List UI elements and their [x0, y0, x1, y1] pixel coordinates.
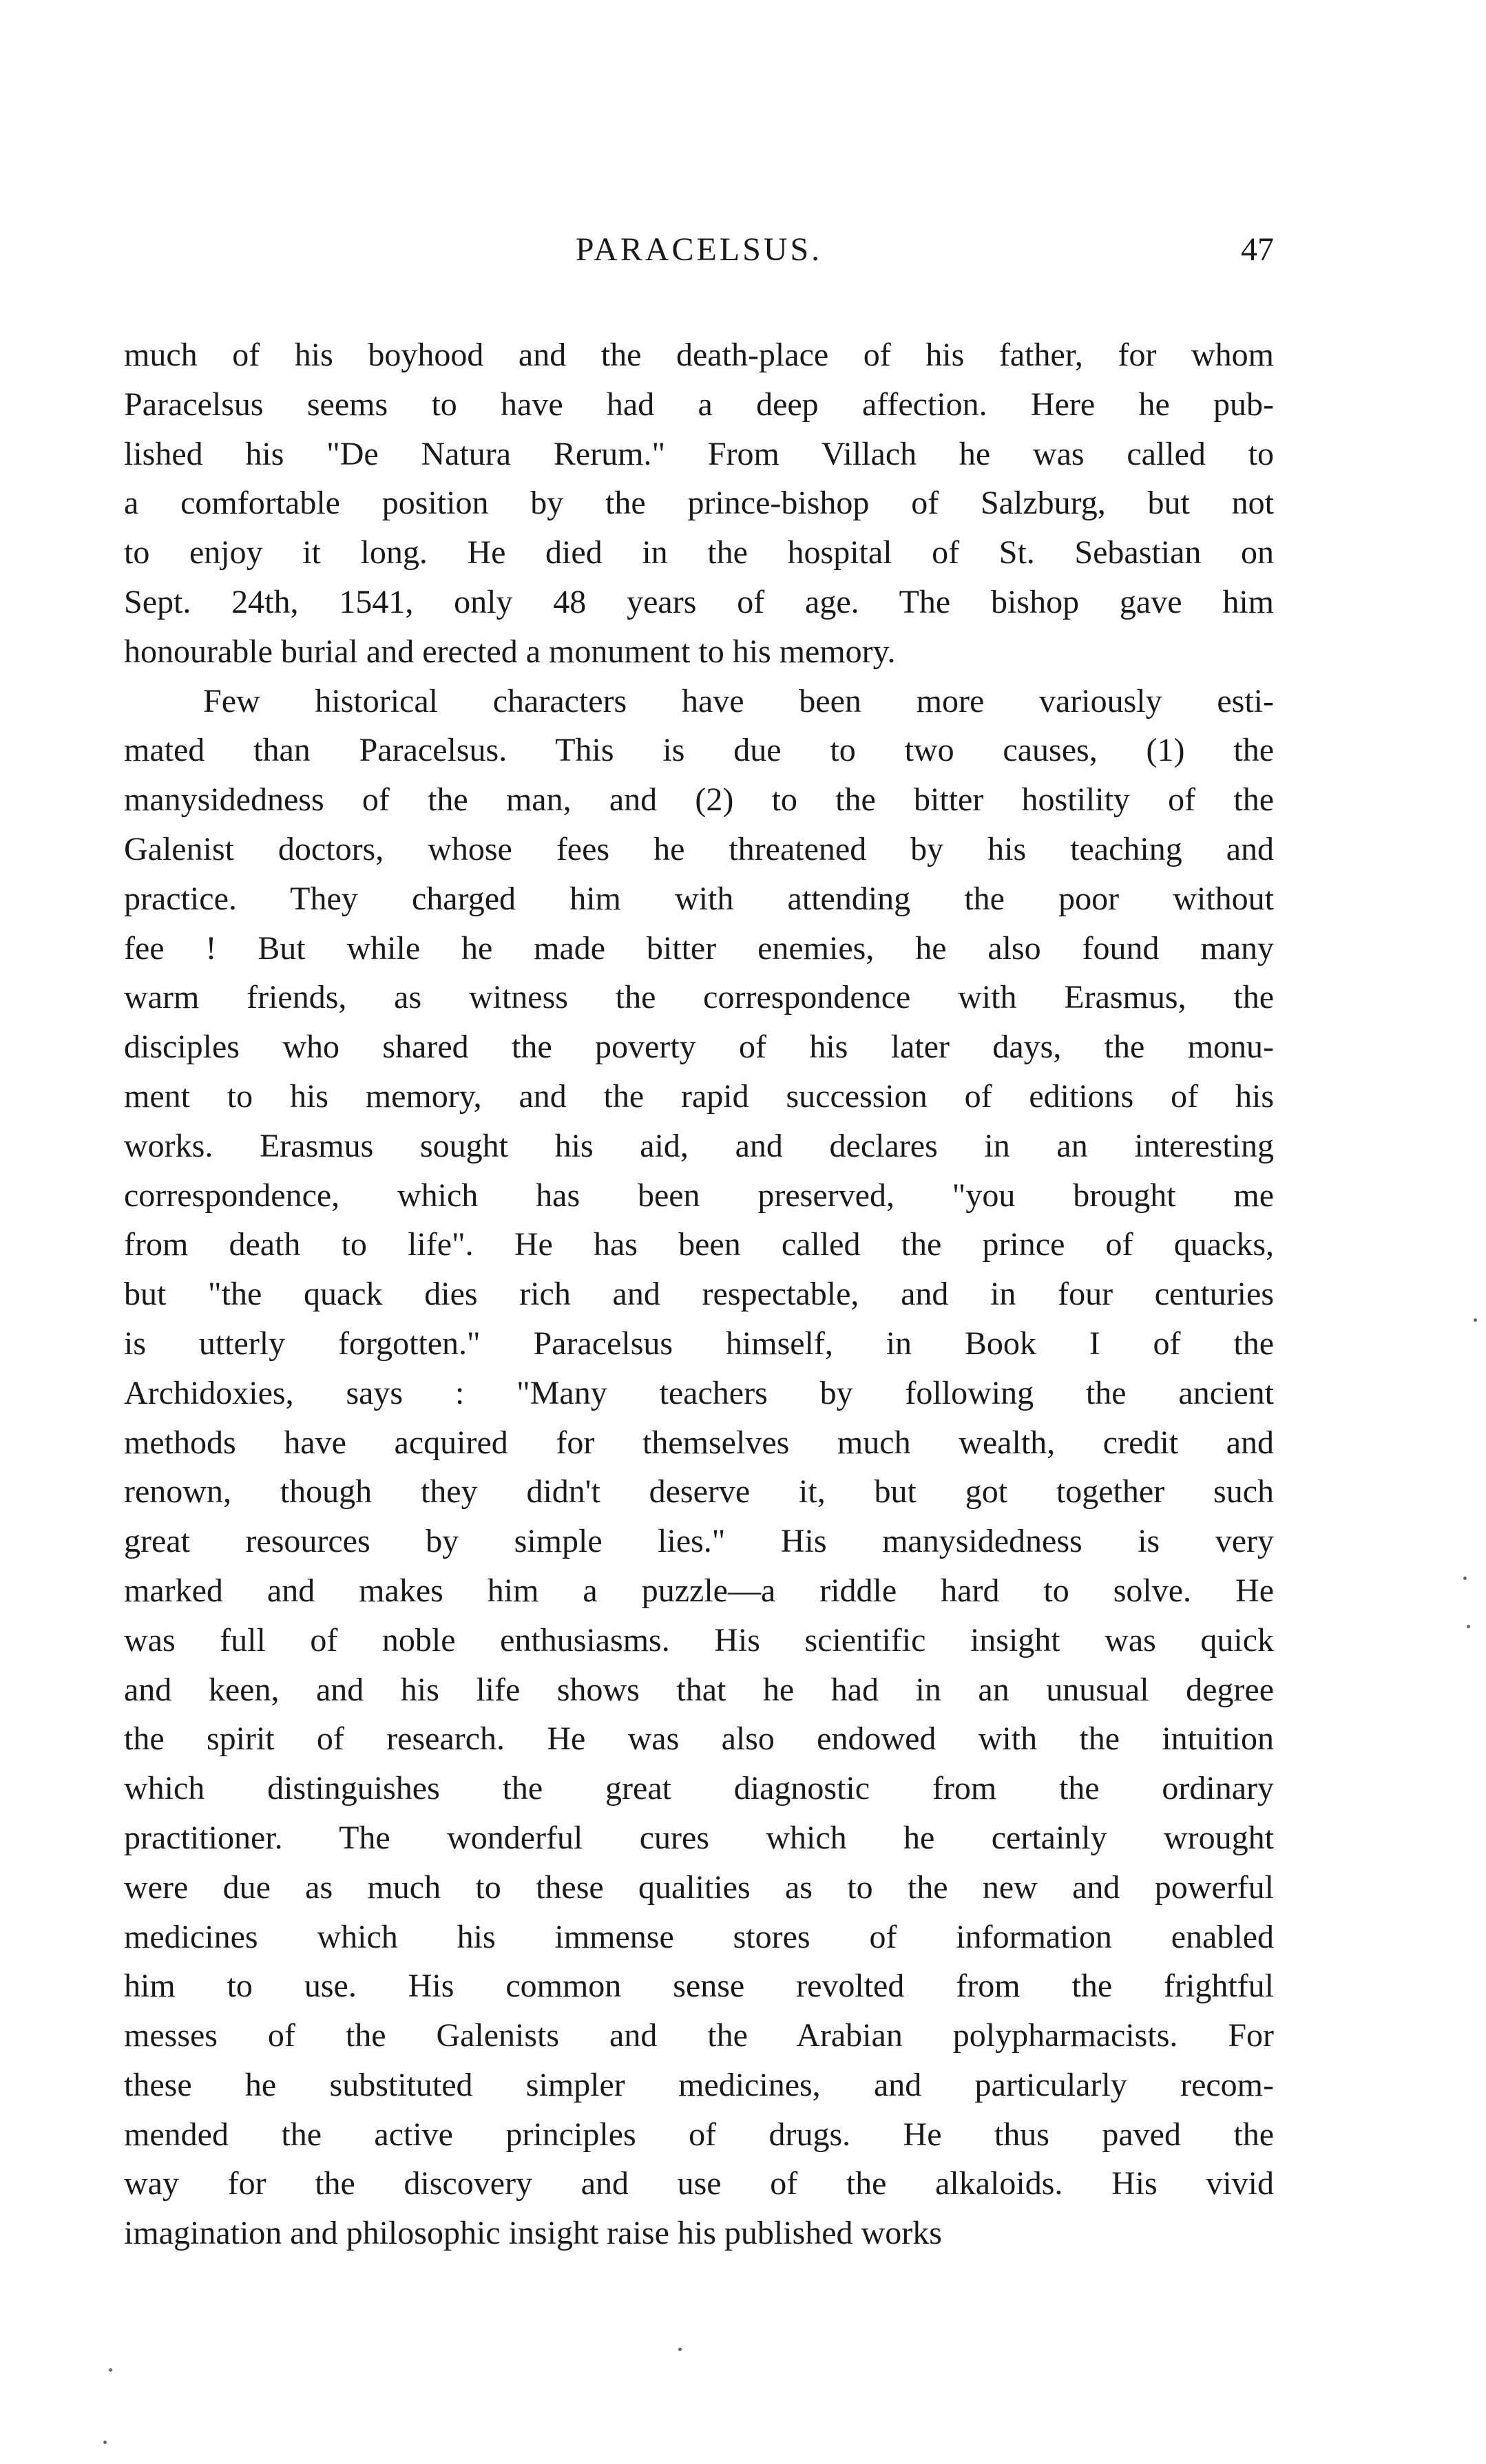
scan-speck: [1467, 1625, 1470, 1628]
page-number: 47: [1241, 231, 1274, 268]
text-line: Sept. 24th, 1541, only 48 years of age. The bishop gave him: [124, 583, 1274, 620]
text-line: a comfortable position by the prince-bishop of Salzburg, but not: [124, 485, 1274, 522]
text-line: was full of noble enthusiasms. His scientific insight was quick: [124, 1621, 1274, 1659]
text-line: Paracelsus seems to have had a deep affection. Here he pub-: [124, 386, 1274, 423]
text-line: Archidoxies, says : "Many teachers by following the ancient: [124, 1374, 1274, 1411]
text-line: honourable burial and erected a monument to his memory.: [124, 633, 896, 670]
text-line: him to use. His common sense revolted from the frightful: [124, 1968, 1274, 2005]
text-line: these he substituted simpler medicines, and particularly recom-: [124, 2066, 1274, 2103]
scan-speck: [1474, 1318, 1477, 1322]
text-line: the spirit of research. He was also endowed with the intuition: [124, 1720, 1274, 1758]
text-line: mated than Paracelsus. This is due to two causes, (1) the: [124, 732, 1274, 769]
text-line: ment to his memory, and the rapid succession of editions of his: [124, 1077, 1274, 1115]
scan-speck: [1463, 1577, 1467, 1580]
text-line: lished his "De Natura Rerum." From Villach he was called to: [124, 435, 1274, 472]
text-line: marked and makes him a puzzle—a riddle hard to solve. He: [124, 1572, 1274, 1609]
scan-speck: [109, 2368, 112, 2372]
text-line: messes of the Galenists and the Arabian polypharmacists. For: [124, 2017, 1274, 2054]
text-line: warm friends, as witness the correspondence with Erasmus, the: [124, 979, 1274, 1016]
running-head: [124, 231, 1274, 286]
text-line: renown, though they didn't deserve it, but got together such: [124, 1473, 1274, 1510]
text-line: methods have acquired for themselves much wealth, credit and: [124, 1424, 1274, 1461]
text-line: to enjoy it long. He died in the hospital of St. Sebastian on: [124, 534, 1274, 571]
text-line: way for the discovery and use of the alkaloids. His vivid: [124, 2165, 1274, 2202]
text-line: is utterly forgotten." Paracelsus himself, in Book I of the: [124, 1325, 1274, 1362]
scan-speck: [678, 2348, 682, 2351]
paragraph: [124, 677, 1274, 2259]
text-line: Few historical characters have been more variously esti-: [203, 682, 1274, 719]
text-line: which distinguishes the great diagnostic from the ordinary: [124, 1770, 1274, 1807]
text-line: were due as much to these qualities as to the new and powerful: [124, 1868, 1274, 1906]
text-line: Galenist doctors, whose fees he threatened by his teaching and: [124, 830, 1274, 867]
running-title: PARACELSUS.: [575, 231, 823, 268]
text-line: from death to life". He has been called the prince of quacks,: [124, 1226, 1274, 1263]
text-line: practitioner. The wonderful cures which he certainly wrought: [124, 1819, 1274, 1856]
text-line: practice. They charged him with attending the poor without: [124, 880, 1274, 917]
text-line: fee ! But while he made bitter enemies, he also found many: [124, 929, 1274, 967]
text-line: manysidedness of the man, and (2) to the bitter hostility of the: [124, 781, 1274, 819]
scan-speck: [103, 2441, 107, 2444]
text-line: mended the active principles of drugs. He thus paved the: [124, 2116, 1274, 2153]
text-line: but "the quack dies rich and respectable, and in four centuries: [124, 1276, 1274, 1313]
text-line: imagination and philosophic insight raise his published works: [124, 2215, 942, 2252]
text-line: much of his boyhood and the death-place of his father, for whom: [124, 337, 1274, 373]
paragraph: [124, 330, 1274, 677]
text-line: correspondence, which has been preserved, "you brought me: [124, 1177, 1274, 1214]
text-line: and keen, and his life shows that he had in an unusual degree: [124, 1671, 1274, 1708]
body-text: [124, 330, 1274, 2258]
text-line: medicines which his immense stores of information enabled: [124, 1918, 1274, 1955]
text-line: disciples who shared the poverty of his later days, the monu-: [124, 1029, 1274, 1066]
text-line: works. Erasmus sought his aid, and declares in an interesting: [124, 1127, 1274, 1164]
text-line: great resources by simple lies." His manysidedness is very: [124, 1523, 1274, 1560]
